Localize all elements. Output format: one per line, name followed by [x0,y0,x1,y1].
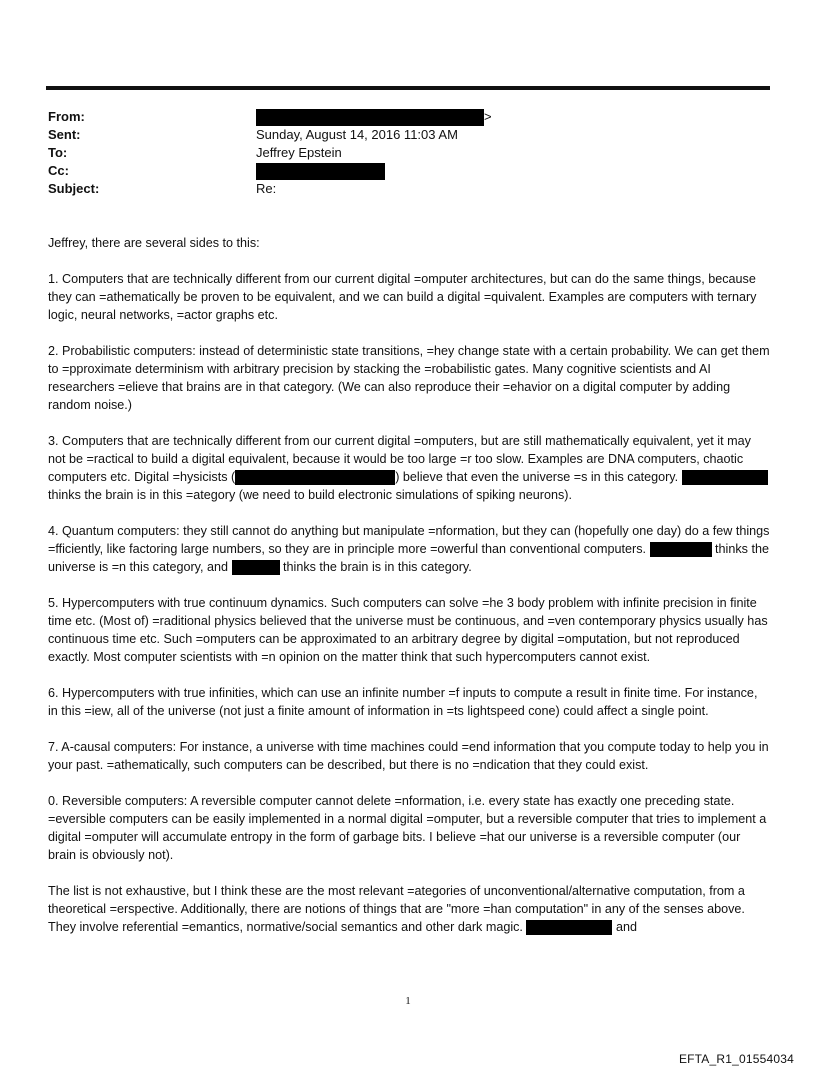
redaction-block [232,560,280,575]
paragraph-5: 5. Hypercomputers with true continuum dynamics. Such computers can solve =he 3 body problem with infinite precision in finite time etc. (Most of) =raditional physics believed that the universe must be continuous, and =ven contemporary physics usually has continuous time etc. Such =omputers can be approximated to an arbitrary degree by digital =omputation, but not reproduced exactly. Most computer scientists with =n opinion on the matter think that such hypercomputers cannot exist. [48,596,768,664]
subject-label: Subject: [48,181,100,196]
bates-number: EFTA_R1_01554034 [678,1052,794,1066]
paragraph-3-text-a: 3. Computers that are technically different from our current digital =omputers, but are still mathematically equivalent, yet it may not be =ractical to build a digital equivalent, because it would be too large =r too slow. Examples are DNA computers, chaotic computers etc. Digital =hysicists ( [48,434,751,484]
to-value: Jeffrey Epstein [256,145,342,160]
sent-label: Sent: [48,127,81,142]
intro-paragraph: Jeffrey, there are several sides to this: [48,236,260,250]
subject-value: Re: [256,181,277,196]
header-rule [46,86,770,90]
cc-value [256,162,385,180]
paragraph-2: 2. Probabilistic computers: instead of deterministic state transitions, =hey change state with a certain probability. We can get them to =pproximate determinism with arbitrary precision by stacking the =robabilistic gates. Many cognitive scientists and AI researchers =elieve that brains are in that category. (We can also reproduce their =ehavior on a digital computer by adding random noise.) [48,344,770,412]
paragraph-1: 1. Computers that are technically different from our current digital =omputer architectures, but can do the same things, because they can =athematically be proven to be equivalent, and we can build a digital =quivalent. Examples are computers with ternary logic, neural networks, =actor graphs etc. [48,272,757,322]
redaction-block [682,470,768,485]
sent-value: Sunday, August 14, 2016 11:03 AM [256,127,458,142]
redaction-block [256,109,484,126]
redaction-block [256,163,385,180]
paragraph-4-text-c: thinks the brain is in this category. [283,560,472,574]
from-value [256,108,492,126]
page-number: 1 [405,995,411,1007]
paragraph-8 [48,882,770,936]
paragraph-3 [48,432,770,504]
paragraph-4-text-a: 4. Quantum computers: they still cannot do anything but manipulate =nformation, but they can (hopefully one day) do a few things =fficiently, like factoring large numbers, so they are in principle more =owerful than conventional computers. [48,524,770,556]
paragraph-4-text-b: thinks the universe is =n this category, and [48,542,769,574]
redaction-block [235,470,395,485]
paragraph-8-text-b: and [615,920,637,934]
paragraph-4 [48,522,770,576]
from-suffix: > [484,109,492,124]
paragraph-8-text-a: The list is not exhaustive, but I think these are the most relevant =ategories of unconventional/alternative computation, from a theoretical =erspective. Additionally, there are notions of things that are "more =han computation" in any of the senses above. They involve referential =emantics, normative/social semantics and other dark magic. [48,884,745,934]
paragraph-7: 7. A-causal computers: For instance, a universe with time machines could =end information that you compute today to help you in your past. =athematically, such computers can be described, but there is no =ndication that they could exist. [48,740,769,772]
redaction-block [526,920,612,935]
paragraph-6: 6. Hypercomputers with true infinities, which can use an infinite number =f inputs to compute a result in finite time. For instance, in this =iew, all of the universe (not just a finite amount of information in =ts lightspeed cone) could affect a single point. [48,686,758,718]
to-label: To: [48,145,68,160]
paragraph-0: 0. Reversible computers: A reversible computer cannot delete =nformation, i.e. every state has exactly one preceding state. =eversible computers can be easily implemented in a normal digital =omputer, but a reversible computer that tries to implement a digital =omputer will accumulate entropy in the form of garbage bits. I believe =hat our universe is a reversible computer (our brain is obviously not). [48,794,767,862]
redaction-block [650,542,712,557]
paragraph-3-text-c: thinks the brain is in this =ategory (we need to build electronic simulations of spiking neurons). [48,488,572,502]
paragraph-3-text-b: ) believe that even the universe =s in this category. [395,470,679,484]
from-label: From: [48,109,85,124]
email-body [48,234,770,954]
cc-label: Cc: [48,163,69,178]
